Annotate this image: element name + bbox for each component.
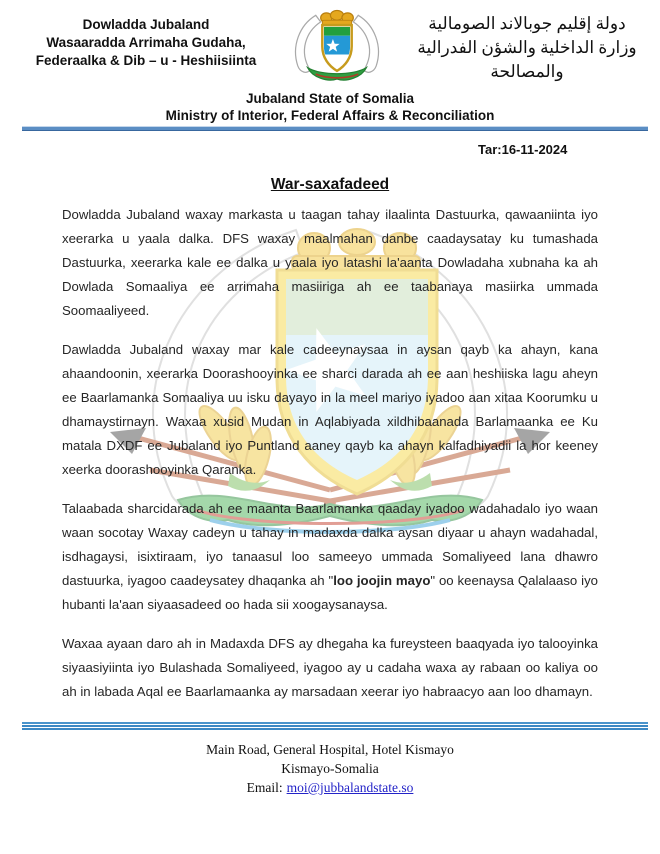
page-title: War-saxafadeed: [270, 176, 390, 193]
jubaland-coat-of-arms-icon: [288, 8, 386, 88]
footer-contact-block: [0, 740, 660, 797]
press-release-body: [62, 203, 598, 719]
paragraph-3-post: " oo keenaysa Qalalaaso iyo hubanti la'aan siyaasadeed oo hada sii xoogaysanaysa.: [62, 573, 598, 612]
ministry-name-arabic-line1: دولة إقليم جوبالاند الصومالية: [428, 14, 626, 33]
paragraph-3: [62, 497, 598, 617]
date-label: Tar:16-11-2024: [478, 142, 568, 157]
paragraph-2: Dawladda Jubaland waxay mar kale cadeeynaysaa in aysan qayb ka ahayn, kana ahaandoonin, xeerarka Doorashooyinka ee sharci darada ah ee aan heshiiska lagu aheyn ee Baarlamanka Somaaliya uu isku dayayo in la meel mariyo iyadoo aan xitaa Koorumku u dhamaystirnayn. Waxaa xusid Mudan in Aqlabiyada xildhibaanada Barlamaanka ee Ku matala DXDF ee Jubaland iyo Puntland aaney qayb ka ahayn kalfadhiyadii la hor keeney xeerka doorashooyinka Qaranka.: [62, 342, 598, 477]
paragraph-3-bold-phrase: loo joojin mayo: [333, 573, 431, 588]
ministry-name-somali-line3: Federaalka & Dib – u - Heshiisiinta: [35, 53, 257, 68]
ministry-name-arabic-line3: والمصالحة: [490, 62, 564, 81]
ministry-title: Ministry of Interior, Federal Affairs & Reconciliation: [165, 108, 495, 123]
footer-divider: [22, 722, 648, 730]
footer-address-line2: Kismayo-Somalia: [281, 761, 379, 776]
paragraph-4: Waxaa ayaan daro ah in Madaxda DFS ay dhegaha ka fureysteen baaqyada iyo talooyinka siyaasiyiinta iyo Bulashada Somaliyeed, iyagoo ay u cadaha waxa ay rabaan oo kaliya oo ah in labada Aqal ee Baarlamaanka ay marsadaan xeerar iyo habraacyo aan loo dhamayn.: [62, 636, 598, 699]
ministry-name-somali: [26, 16, 266, 70]
ministry-name-arabic-line2: وزارة الداخلية والشؤن الفدرالية: [417, 38, 637, 57]
ministry-name-somali-line2: Wasaaradda Arrimaha Gudaha,: [46, 35, 246, 50]
ministry-name-somali-line1: Dowladda Jubaland: [82, 17, 210, 32]
ministry-name-english: [0, 90, 660, 124]
footer-email-line: [0, 778, 660, 797]
footer-address-line1: Main Road, General Hospital, Hotel Kismayo: [206, 742, 454, 757]
header-divider: [22, 126, 648, 131]
email-link[interactable]: moi@jubbalandstate.so: [286, 780, 414, 795]
state-name: Jubaland State of Somalia: [245, 91, 415, 106]
paragraph-3-pre: Talaabada sharcidarada ah ee maanta Baarlamanka qaaday iyadoo wadahadalo iyo waan waan socotay Waxay cadeyn u tahay in madaxda dalka aysan diyaar u ahayn wadahadal, isdhagaysi, isixtiraam, iyo tanaasul loo sameeyo ummada Somaliyeed lana dhawro dastuurka, iyagoo caadeysatey dhaqanka ah ": [62, 501, 598, 588]
ministry-name-arabic: [402, 12, 652, 84]
paragraph-1: Dowladda Jubaland waxay markasta u taagan tahay ilaalinta Dastuurka, qawaaniinta iyo xeerarka u yaala dalka. DFS waxay maalmahan danbe caadaysatay ku tumashada Dastuurka, xeerarka kale ee dalka u yaala iyo latashi la'aanta Dowladaha xubnaha ka ah Dowlada Somaaliya ee arrimaha masiiriga ah ee taabanaya masiirka ummada Soomaaliyeed.: [62, 207, 598, 318]
email-label: Email:: [246, 780, 283, 795]
